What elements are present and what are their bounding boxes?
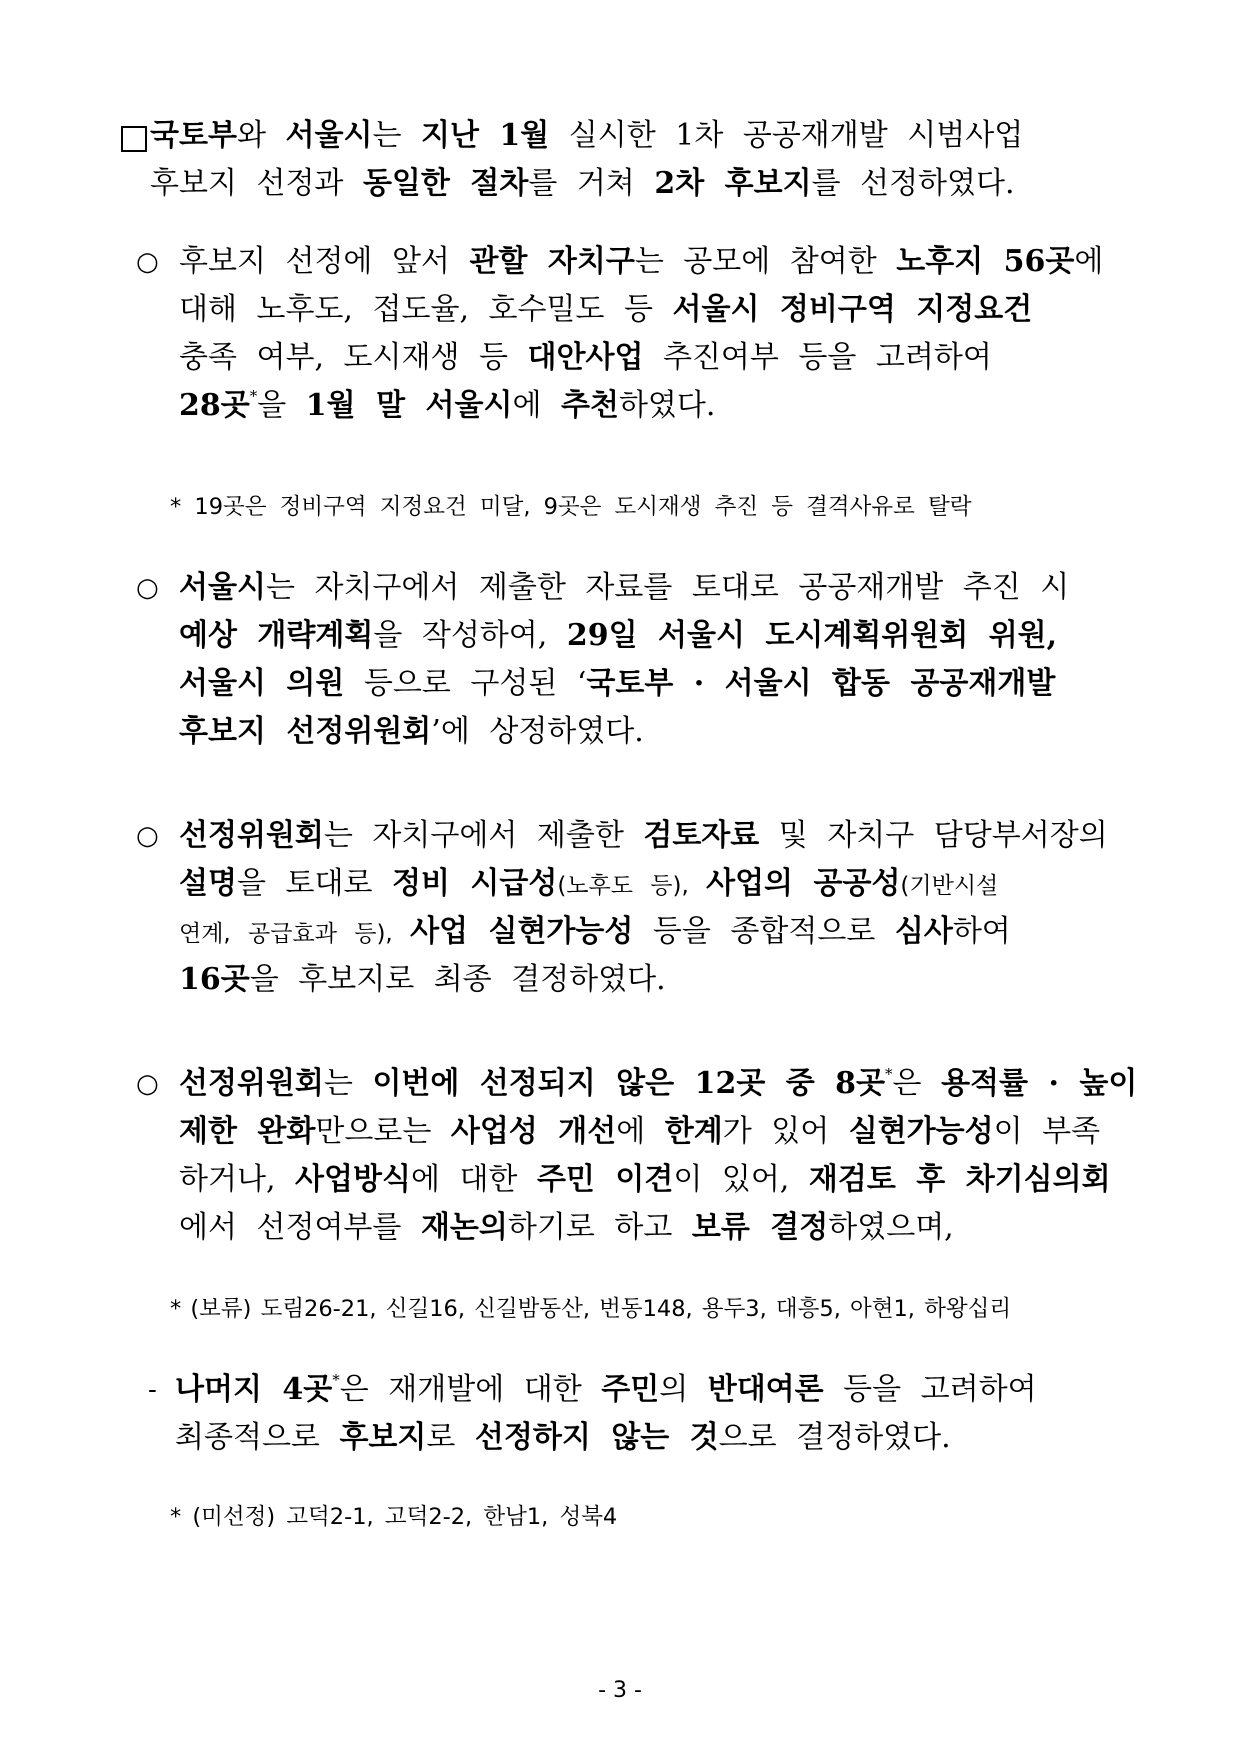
- bold-term: 관할 자치구: [469, 244, 635, 279]
- text: 최종적으로: [175, 1420, 340, 1455]
- text: 등을 고려하여: [823, 1372, 1037, 1407]
- text: 하였다.: [618, 388, 716, 423]
- bold-term: 제한 완화: [179, 1114, 316, 1149]
- bold-term: 선정위원회: [179, 818, 324, 853]
- p4-line-4: [179, 1208, 954, 1248]
- p2-line-2: [179, 616, 1057, 656]
- text: 등으로 구성된 ‘: [344, 666, 587, 701]
- text: 이 부족: [993, 1114, 1101, 1149]
- bold-term: 심사: [894, 914, 953, 949]
- bold-term: 사업 실현가능성: [410, 914, 634, 949]
- text: 실시한 1차 공공재개발 시범사업: [549, 118, 1024, 153]
- text: 에: [616, 1114, 665, 1149]
- p3-line-3: [179, 912, 1011, 954]
- p1-line-3: [179, 338, 992, 378]
- bold-term: 1월 말 서울시: [305, 388, 513, 423]
- p4-line-1: [179, 1064, 1137, 1104]
- page-number: - 3 -: [598, 1678, 642, 1703]
- small-text: (기반시설: [900, 873, 999, 899]
- footnote-marker: *: [885, 1065, 893, 1083]
- text: ’에 상정하였다.: [431, 714, 644, 749]
- text: 을 토대로: [236, 866, 392, 901]
- bold-term: 서울시 정비구역 지정요건: [672, 292, 1033, 327]
- bullet-icon: ○: [136, 247, 159, 277]
- bold-term: 29일 서울시 도시계획위원회 위원,: [566, 618, 1058, 653]
- bold-term: 대안사업: [527, 340, 644, 375]
- bold-term: 재논의: [420, 1210, 508, 1245]
- dash-icon: -: [148, 1375, 157, 1405]
- bold-term: 예상 개략계획: [179, 618, 374, 653]
- text: 후보지 선정에 앞서: [179, 244, 470, 279]
- intro-line-2: [150, 164, 1015, 204]
- p3-line-2: [179, 864, 998, 906]
- text: 하여: [952, 914, 1011, 949]
- bold-term: 지난 1월: [420, 118, 550, 153]
- bold-term: 후보지: [339, 1420, 427, 1455]
- text: 의: [659, 1372, 708, 1407]
- p5-footnote: [170, 1502, 617, 1532]
- bold-term: 후보지 선정위원회: [179, 714, 432, 749]
- p4-line-2: [179, 1112, 1100, 1152]
- text: 에 대한: [410, 1162, 537, 1197]
- text: 로: [426, 1420, 475, 1455]
- footnote-text: 19곳은 정비구역 지정요건 미달, 9곳은 도시재생 추진 등 결격사유로 탈락: [194, 494, 972, 520]
- bold-term: 한계: [664, 1114, 723, 1149]
- bold-term: 나머지 4곳: [175, 1372, 333, 1407]
- small-text: 연계, 공급효과 등),: [179, 921, 411, 947]
- bold-term: 사업방식: [295, 1162, 411, 1197]
- p4-line-3: [179, 1160, 1111, 1200]
- p3-line-1: [179, 816, 1108, 856]
- p2-line-3: [179, 664, 1055, 704]
- p1-line-4: [179, 386, 715, 426]
- text: 만으로는: [315, 1114, 451, 1149]
- bold-term: 국토부: [150, 118, 237, 153]
- text: 후보지 선정과: [150, 166, 363, 201]
- bold-term: 선정하지 않는 것: [474, 1420, 719, 1455]
- bold-term: 반대여론: [707, 1372, 824, 1407]
- text: 에: [512, 388, 561, 423]
- p1-footnote: [170, 492, 971, 522]
- bold-term: 설명: [179, 866, 237, 901]
- text: 은: [892, 1066, 942, 1101]
- bold-term: 추천: [560, 388, 619, 423]
- text: 는: [323, 1066, 373, 1101]
- bold-term: 서울시 의원: [179, 666, 345, 701]
- text: 를 선정하였다.: [811, 166, 1015, 201]
- bullet-icon: ○: [136, 821, 159, 851]
- footnote-asterisk: *: [170, 494, 182, 520]
- bold-term: 16곳: [179, 962, 250, 997]
- footnote-text: (보류) 도림26-21, 신길16, 신길밤동산, 번동148, 용두3, 대흥5, 아현1, 하왕십리: [190, 1296, 1012, 1322]
- p4-footnote: [170, 1294, 1011, 1324]
- text: 대해 노후도, 접도율, 호수밀도 등: [179, 292, 673, 327]
- p2-line-4: [179, 712, 644, 752]
- text: 하거나,: [179, 1162, 296, 1197]
- bold-term: 이번에 선정되지 않은 12곳 중 8곳: [372, 1066, 886, 1101]
- text: 을 작성하여,: [373, 618, 567, 653]
- bold-term: 검토자료: [643, 818, 760, 853]
- footnote-marker: *: [249, 387, 258, 405]
- small-text: (노후도 등),: [557, 873, 707, 899]
- p1-line-2: [179, 290, 1032, 330]
- p5-line-2: [175, 1418, 951, 1458]
- section-checkbox-icon: [121, 126, 147, 152]
- text: 는: [372, 118, 421, 153]
- bold-term: 2차 후보지: [654, 166, 812, 201]
- intro-line-1: [150, 116, 1023, 156]
- text: 이 있어,: [673, 1162, 809, 1197]
- text: 을 후보지로 최종 결정하였다.: [249, 962, 666, 997]
- text: 은 재개발에 대한: [339, 1372, 602, 1407]
- bold-term: 용적률 · 높이: [941, 1066, 1138, 1101]
- bold-term: 노후지 56곳: [896, 244, 1075, 279]
- bold-term: 정비 시급성: [391, 866, 558, 901]
- bold-term: 사업의 공공성: [706, 866, 901, 901]
- text: 는 자치구에서 제출한: [323, 818, 644, 853]
- bold-term: 주민: [601, 1372, 660, 1407]
- text: 하기로 하고: [507, 1210, 692, 1245]
- footnote-marker: *: [332, 1371, 340, 1389]
- bold-term: 실현가능성: [848, 1114, 994, 1149]
- bold-term: 동일한 절차: [362, 166, 529, 201]
- p3-line-4: [179, 960, 666, 1000]
- text: 는 자치구에서 제출한 자료를 토대로 공공재개발 추진 시: [265, 570, 1070, 605]
- bold-term: 서울시: [179, 570, 266, 605]
- text: 에: [1074, 244, 1104, 279]
- bold-term: 사업성 개선: [450, 1114, 617, 1149]
- bullet-icon: ○: [136, 1069, 159, 1099]
- bold-term: 재검토 후 차기심의회: [808, 1162, 1111, 1197]
- text: 는 공모에 참여한: [634, 244, 897, 279]
- footnote-asterisk: *: [170, 1504, 182, 1530]
- text: 등을 종합적으로: [633, 914, 895, 949]
- bold-term: 국토부 · 서울시 합동 공공재개발: [586, 666, 1056, 701]
- text: 에서 선정여부를: [179, 1210, 421, 1245]
- text: 충족 여부, 도시재생 등: [179, 340, 528, 375]
- p2-line-1: [179, 568, 1069, 608]
- text: 및 자치구 담당부서장의: [759, 818, 1108, 853]
- bold-term: 주민 이견: [536, 1162, 674, 1197]
- text: 를 거쳐: [528, 166, 655, 201]
- text: 을: [257, 388, 306, 423]
- text: 으로 결정하였다.: [718, 1420, 951, 1455]
- bold-term: 보류 결정: [691, 1210, 829, 1245]
- p5-line-1: [175, 1370, 1037, 1410]
- text: 와: [236, 118, 286, 153]
- text: 하였으며,: [828, 1210, 954, 1245]
- bold-term: 서울시: [285, 118, 373, 153]
- p1-line-1: [179, 242, 1103, 282]
- text: 가 있어: [722, 1114, 849, 1149]
- bold-term: 28곳: [179, 388, 250, 423]
- footnote-text: (미선정) 고덕2-1, 고덕2-2, 한남1, 성북4: [192, 1504, 618, 1530]
- footnote-asterisk: *: [170, 1296, 182, 1322]
- bold-term: 선정위원회: [179, 1066, 324, 1101]
- bullet-icon: ○: [136, 573, 159, 603]
- text: 추진여부 등을 고려하여: [643, 340, 992, 375]
